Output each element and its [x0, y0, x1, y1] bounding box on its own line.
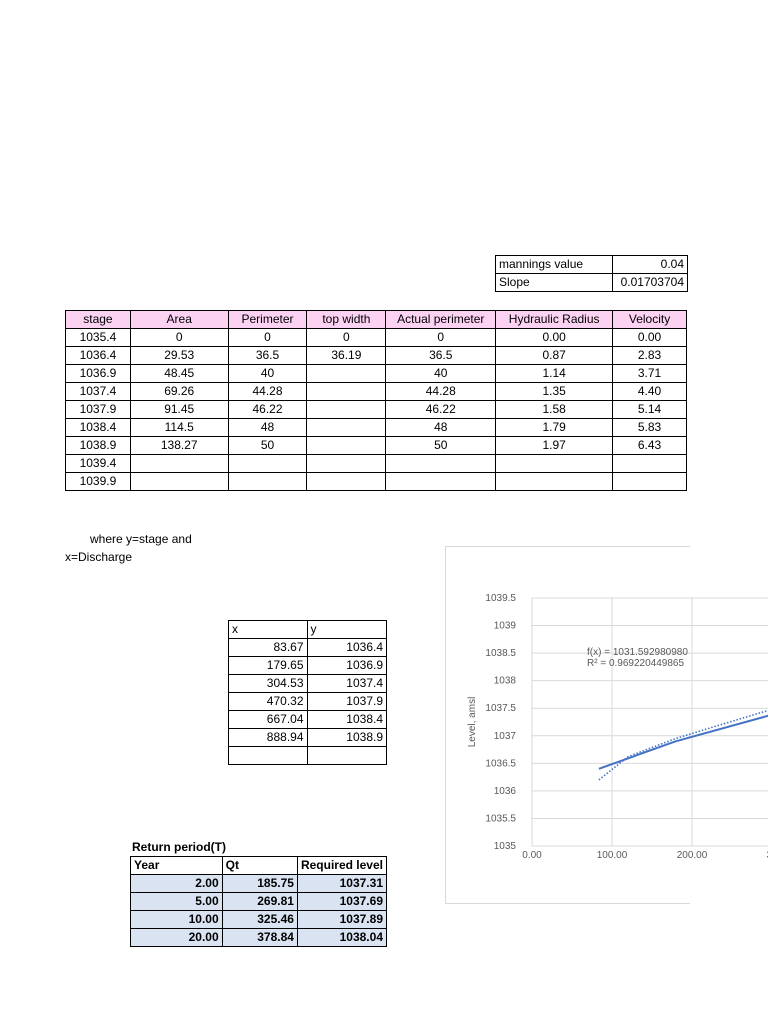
table-cell[interactable]: 888.94	[229, 729, 308, 747]
table-cell[interactable]: 138.27	[130, 437, 228, 455]
column-header[interactable]: Perimeter	[228, 311, 307, 329]
table-cell[interactable]: 20.00	[131, 929, 223, 947]
table-cell[interactable]: 29.53	[130, 347, 228, 365]
table-cell[interactable]	[386, 473, 496, 491]
table-cell[interactable]	[496, 455, 613, 473]
table-cell[interactable]	[496, 473, 613, 491]
table-cell[interactable]: 5.83	[613, 419, 687, 437]
table-row	[66, 329, 687, 347]
table-cell[interactable]: 1037.4	[66, 383, 131, 401]
table-cell[interactable]: 1038.4	[307, 711, 387, 729]
table-cell[interactable]: 1039.9	[66, 473, 131, 491]
table-row	[66, 437, 687, 455]
param-value[interactable]: 0.04	[613, 256, 688, 274]
y-axis-label: Level, amsl	[467, 696, 478, 748]
table-cell[interactable]: 1037.9	[307, 693, 387, 711]
table-cell[interactable]	[613, 473, 687, 491]
table-cell[interactable]: 40	[228, 365, 307, 383]
table-row	[66, 347, 687, 365]
y-tick-label: 1038	[493, 675, 516, 687]
table-cell[interactable]: 0.00	[496, 329, 613, 347]
table-cell[interactable]	[228, 455, 307, 473]
table-cell[interactable]: 36.5	[228, 347, 307, 365]
table-cell[interactable]: 1037.9	[66, 401, 131, 419]
table-row	[229, 693, 387, 711]
x-tick-label: 200.00	[676, 850, 708, 861]
column-header[interactable]: Year	[131, 857, 223, 875]
table-cell[interactable]: 83.67	[229, 639, 308, 657]
table-row	[229, 711, 387, 729]
table-cell[interactable]: 48.45	[130, 365, 228, 383]
table-cell[interactable]: 50	[386, 437, 496, 455]
header-row	[131, 857, 387, 875]
column-header[interactable]: Area	[130, 311, 228, 329]
table-cell[interactable]: 185.75	[222, 875, 297, 893]
table-cell[interactable]: 1036.9	[66, 365, 131, 383]
table-row	[131, 911, 387, 929]
table-cell[interactable]: 5.00	[131, 893, 223, 911]
table-cell[interactable]: 2.83	[613, 347, 687, 365]
column-header[interactable]: Required level	[297, 857, 386, 875]
note-line-1: where y=stage and	[90, 532, 192, 546]
table-cell[interactable]: 1039.4	[66, 455, 131, 473]
table-cell[interactable]	[307, 383, 386, 401]
param-row	[496, 274, 688, 292]
table-cell[interactable]: 0	[228, 329, 307, 347]
table-cell[interactable]: 0.87	[496, 347, 613, 365]
table-cell[interactable]: 0	[307, 329, 386, 347]
table-cell[interactable]: 378.84	[222, 929, 297, 947]
table-cell[interactable]: 2.00	[131, 875, 223, 893]
table-cell[interactable]: 1036.4	[66, 347, 131, 365]
table-row	[131, 875, 387, 893]
table-cell[interactable]	[307, 455, 386, 473]
trendline-equation: f(x) = 1031.592980980	[587, 647, 688, 658]
table-cell[interactable]: 1035.4	[66, 329, 131, 347]
table-cell[interactable]: 114.5	[130, 419, 228, 437]
table-cell[interactable]: 46.22	[386, 401, 496, 419]
note-line-2: x=Discharge	[65, 550, 133, 564]
table-cell[interactable]: 1038.9	[307, 729, 387, 747]
column-header[interactable]: Actual perimeter	[386, 311, 496, 329]
table-cell[interactable]	[386, 455, 496, 473]
table-cell[interactable]	[307, 365, 386, 383]
table-cell[interactable]: 1037.31	[297, 875, 386, 893]
y-tick-label: 1039	[493, 620, 516, 632]
y-tick-label: 1037.5	[485, 703, 516, 715]
column-header[interactable]: stage	[66, 311, 131, 329]
table-cell[interactable]: 269.81	[222, 893, 297, 911]
table-row	[229, 747, 387, 765]
return-period-table	[130, 856, 387, 947]
table-row	[66, 383, 687, 401]
table-cell[interactable]: 1.14	[496, 365, 613, 383]
table-cell[interactable]: 1037.69	[297, 893, 386, 911]
chart-svg	[446, 547, 708, 903]
table-cell[interactable]: 3.71	[613, 365, 687, 383]
stage-discharge-chart[interactable]	[445, 546, 708, 904]
table-cell[interactable]	[228, 473, 307, 491]
table-cell[interactable]: 0	[386, 329, 496, 347]
table-cell[interactable]: 69.26	[130, 383, 228, 401]
x-tick-label: 0.00	[522, 850, 542, 861]
table-cell[interactable]	[307, 437, 386, 455]
header-row	[66, 311, 687, 329]
trendline	[599, 708, 768, 780]
param-row	[496, 256, 688, 274]
header-row	[229, 621, 387, 639]
table-cell[interactable]: 0	[130, 329, 228, 347]
table-cell[interactable]: 4.40	[613, 383, 687, 401]
table-cell[interactable]: 304.53	[229, 675, 308, 693]
table-cell[interactable]: 1037.89	[297, 911, 386, 929]
column-header[interactable]: top width	[307, 311, 386, 329]
table-cell[interactable]: 50	[228, 437, 307, 455]
table-cell[interactable]: 0.00	[613, 329, 687, 347]
table-cell[interactable]	[307, 401, 386, 419]
hydraulic-table	[65, 310, 687, 491]
table-cell[interactable]: 48	[386, 419, 496, 437]
table-cell[interactable]	[307, 419, 386, 437]
param-label[interactable]: mannings value	[496, 256, 613, 274]
table-cell[interactable]: 44.28	[386, 383, 496, 401]
table-cell[interactable]: 36.19	[307, 347, 386, 365]
table-cell[interactable]: 44.28	[228, 383, 307, 401]
y-tick-label: 1039.5	[485, 593, 516, 604]
return-period-title: Return period(T)	[132, 840, 226, 854]
table-row	[131, 929, 387, 947]
r-squared-label: R² = 0.969220449865	[587, 658, 685, 669]
table-cell[interactable]: 470.32	[229, 693, 308, 711]
table-cell[interactable]: 1038.4	[66, 419, 131, 437]
table-cell[interactable]: 1038.04	[297, 929, 386, 947]
table-cell[interactable]: 325.46	[222, 911, 297, 929]
table-row	[66, 401, 687, 419]
table-cell[interactable]: 1.97	[496, 437, 613, 455]
table-cell[interactable]: 667.04	[229, 711, 308, 729]
table-cell[interactable]	[229, 747, 308, 765]
table-cell[interactable]: 5.14	[613, 401, 687, 419]
table-row	[131, 893, 387, 911]
table-cell[interactable]	[130, 473, 228, 491]
table-cell[interactable]: 36.5	[386, 347, 496, 365]
y-tick-label: 1036.5	[485, 758, 516, 770]
y-tick-label: 1037	[493, 730, 516, 742]
y-tick-label: 1035.5	[485, 813, 516, 825]
parameters-table	[495, 255, 688, 292]
table-row	[229, 675, 387, 693]
y-tick-label: 1036	[493, 785, 516, 797]
table-cell[interactable]	[130, 455, 228, 473]
table-row	[66, 419, 687, 437]
table-cell[interactable]: 1.58	[496, 401, 613, 419]
table-cell[interactable]: 40	[386, 365, 496, 383]
table-cell[interactable]: 1.35	[496, 383, 613, 401]
column-header[interactable]: Qt	[222, 857, 297, 875]
table-row	[66, 365, 687, 383]
table-cell[interactable]: 179.65	[229, 657, 308, 675]
column-header[interactable]: x	[229, 621, 308, 639]
table-cell[interactable]: 46.22	[228, 401, 307, 419]
column-header[interactable]: Velocity	[613, 311, 687, 329]
table-cell[interactable]: 1038.9	[66, 437, 131, 455]
table-row	[229, 639, 387, 657]
table-cell[interactable]	[613, 455, 687, 473]
table-cell[interactable]: 1036.4	[307, 639, 387, 657]
xy-table	[228, 620, 387, 765]
table-cell[interactable]: 1.79	[496, 419, 613, 437]
table-cell[interactable]	[307, 747, 387, 765]
table-cell[interactable]: 1036.9	[307, 657, 387, 675]
table-cell[interactable]: 6.43	[613, 437, 687, 455]
table-cell[interactable]: 1037.4	[307, 675, 387, 693]
table-cell[interactable]: 91.45	[130, 401, 228, 419]
table-row	[66, 455, 687, 473]
table-row	[229, 657, 387, 675]
table-cell[interactable]	[307, 473, 386, 491]
table-row	[229, 729, 387, 747]
y-tick-label: 1035	[493, 841, 516, 852]
table-cell[interactable]: 10.00	[131, 911, 223, 929]
table-cell[interactable]: 48	[228, 419, 307, 437]
x-tick-label: 100.00	[596, 850, 628, 861]
column-header[interactable]: Hydraulic Radius	[496, 311, 613, 329]
table-row	[66, 473, 687, 491]
param-label[interactable]: Slope	[496, 274, 613, 292]
param-value[interactable]: 0.01703704	[613, 274, 688, 292]
column-header[interactable]: y	[307, 621, 387, 639]
y-tick-label: 1038.5	[485, 648, 516, 660]
